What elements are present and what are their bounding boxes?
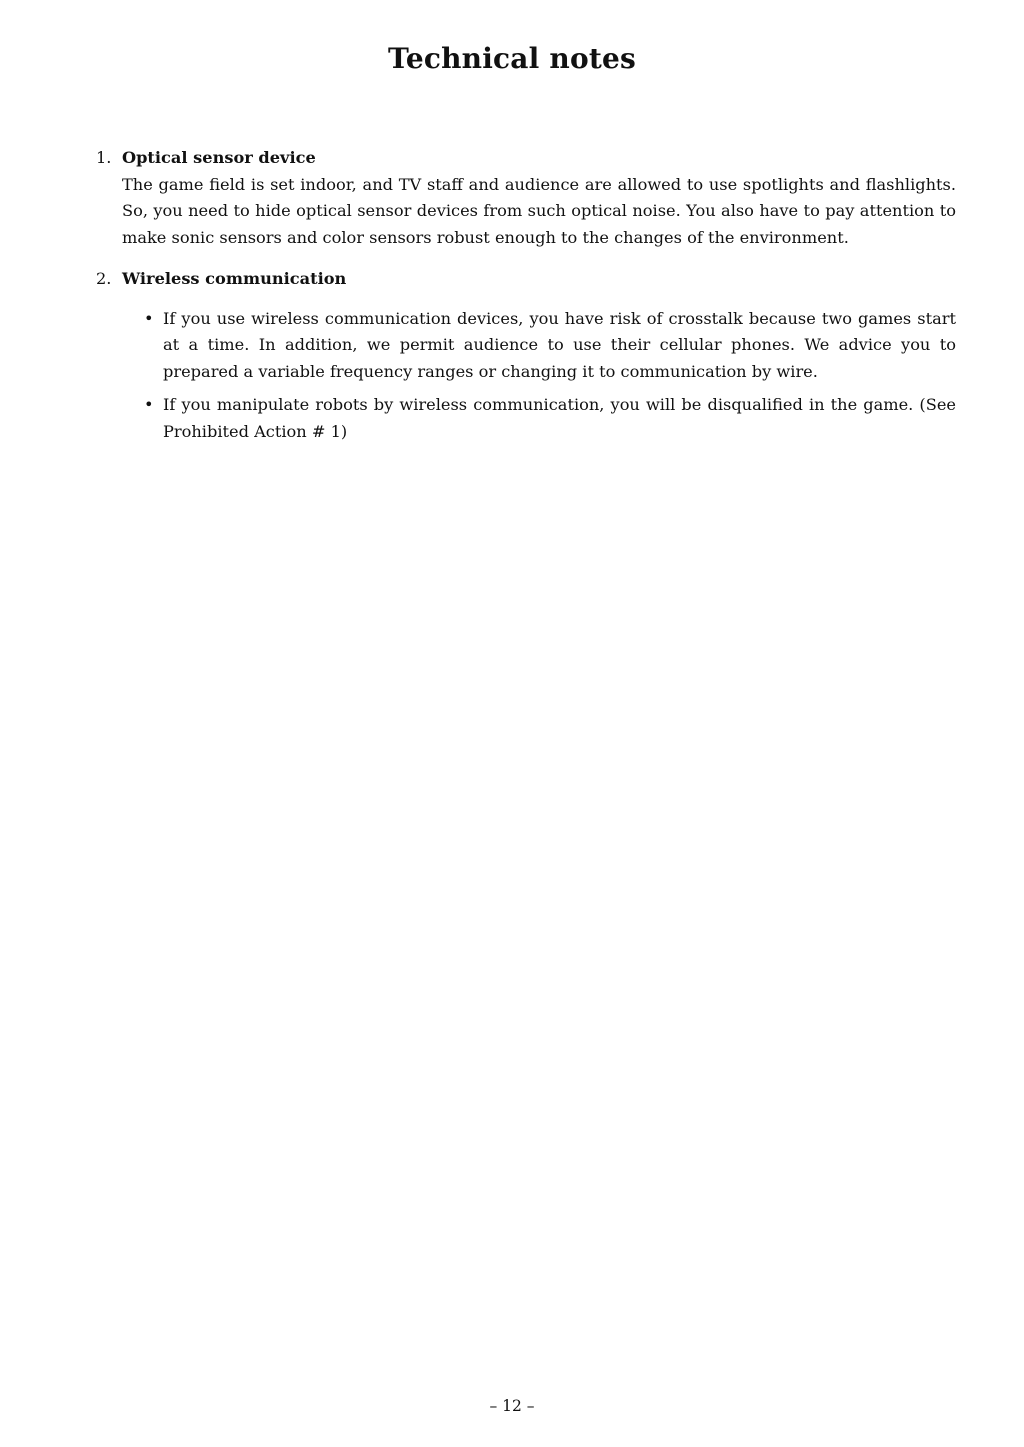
bullet-icon: •: [144, 395, 154, 414]
list-item-text: If you use wireless communication devices, you have risk of crosstalk because two games start at a time. In addition, we permit audience to use their cellular phones. We advice you to prepared a variable frequency ranges or changing it to communication by wire.: [163, 308, 956, 381]
section-heading: Optical sensor device: [122, 148, 316, 167]
section-body: The game field is set indoor, and TV staff and audience are allowed to use spotlights and flashlights. So, you need to hide optical sensor devices from such optical noise. You also have to pay attention to make sonic sensors and color sensors robust enough to the changes of the environment.: [122, 174, 956, 247]
bullet-icon: •: [144, 308, 154, 328]
section-heading: Wireless communication: [122, 269, 347, 288]
page-title: Technical notes: [388, 42, 636, 75]
section-optical-sensor-device: [96, 145, 956, 251]
section-number: 1.: [96, 148, 112, 167]
list-item: [122, 392, 956, 445]
bullet-list: [122, 306, 956, 446]
section-number: 2.: [96, 269, 112, 288]
list-item: [122, 306, 956, 386]
section-wireless-communication: [96, 266, 956, 452]
page-number: – 12 –: [489, 1397, 535, 1415]
list-item-text: If you manipulate robots by wireless communication, you will be disqualified in the game. (See Prohibited Action # 1): [163, 395, 956, 441]
